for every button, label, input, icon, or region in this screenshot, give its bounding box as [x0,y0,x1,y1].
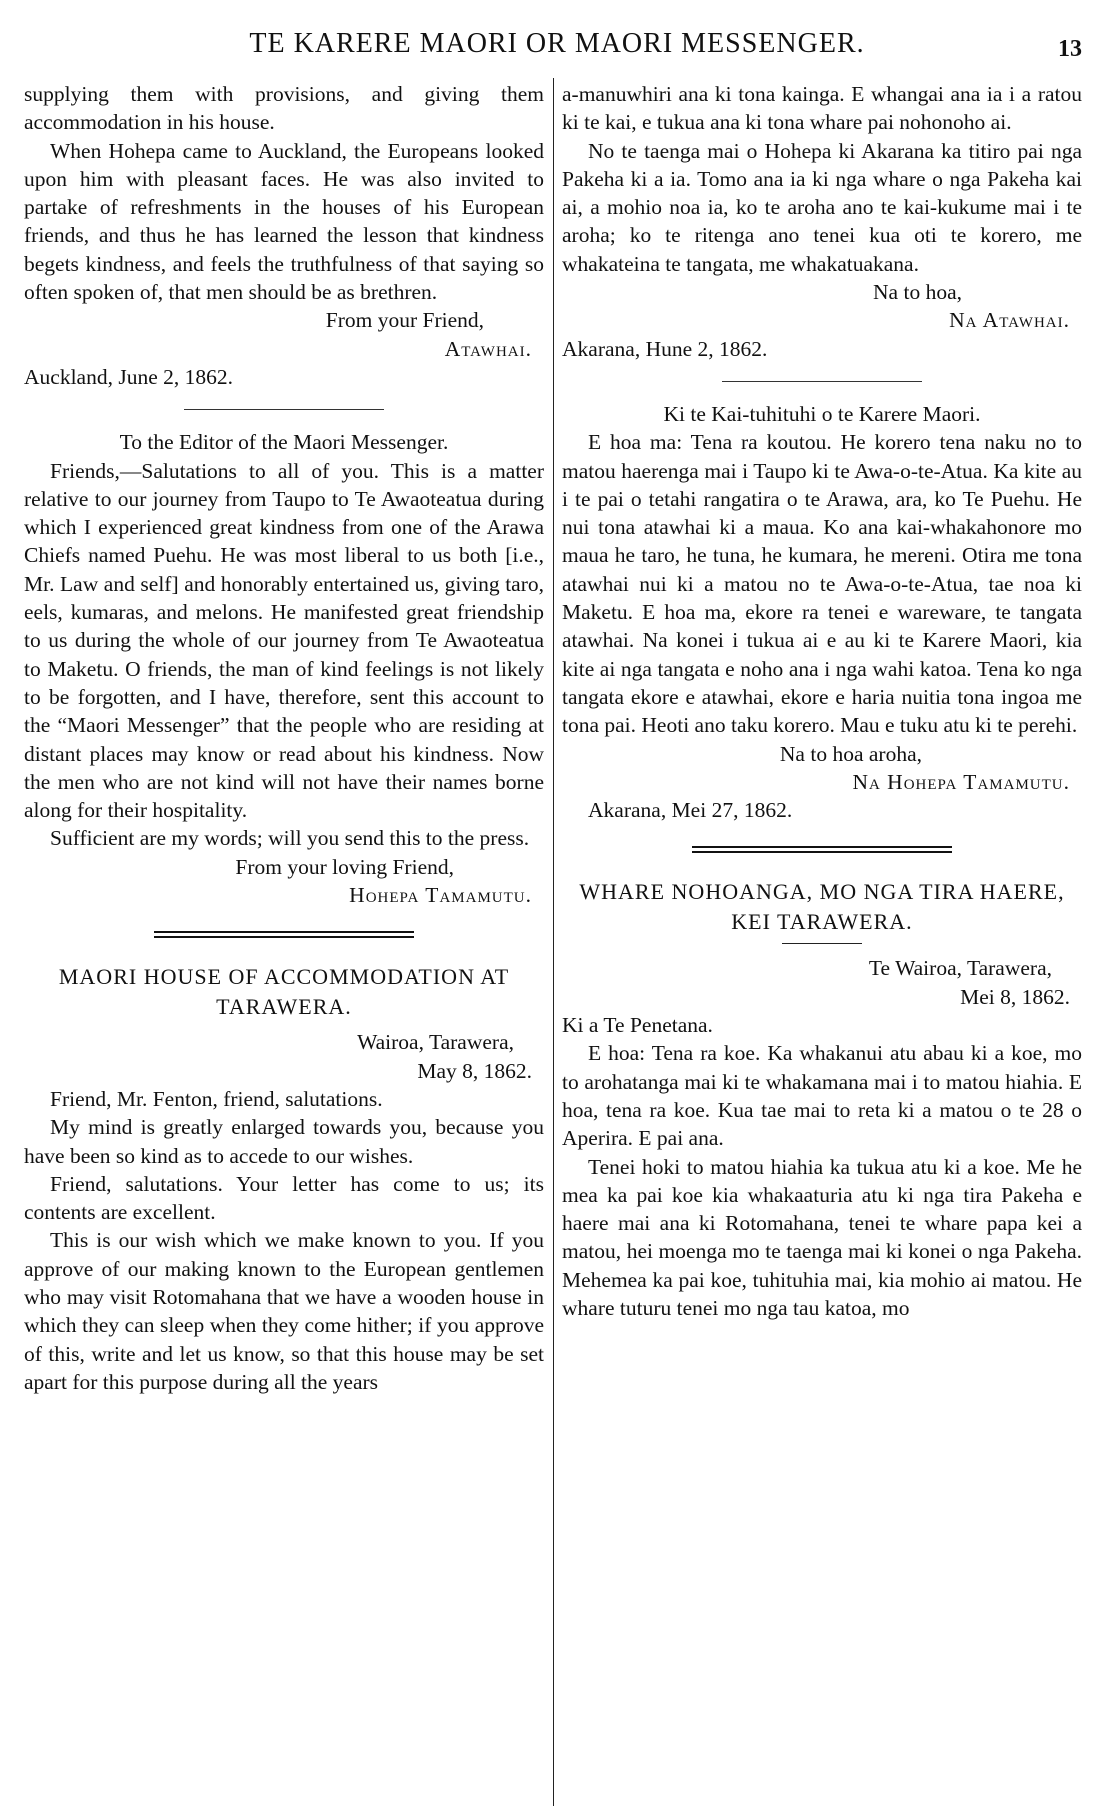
article-place: Wairoa, Tarawera, [357,1030,514,1055]
article-place-maori: Te Wairoa, Tarawera, [868,956,1052,981]
letter1-dateline: Auckland, June 2, 1862. [24,364,233,389]
double-rule-maori [692,846,952,853]
letter2-closing: From your loving Friend, [235,854,454,879]
article-heading: MAORI HOUSE OF ACCOMMODATION AT TARAWERA. [58,964,510,1020]
letter1-paragraph-1: supplying them with provisions, and giving them accommodation in his house. [24,82,544,135]
letter2-closing-maori: Na to hoa aroha, [779,741,922,766]
letter2-heading: To the Editor of the Maori Messenger. [119,430,449,455]
article-paragraph-2-maori: Tenei hoki to matou hiahia ka tukua atu ki a koe. Me he mea ka pai koe kia whakaaturia atu ki nga tira Pakeha e haere mai ana ki Rotomahana, tenei te whare papa kei a matou, hei moenga mo te taenga mai ki konei o nga Pakeha. Mehemea ka pai koe, tuhituhia mai, kia mohio ai matou. He whare tuturu tenei mo nga tau katoa, mo [562,1154,1082,1320]
letter1-paragraph-1-maori: a-manuwhiri ana ki tona kainga. E whangai ana ia i a ratou ki te kai, e tukua ana ki tona whare pai nohonoho ai. [562,82,1082,135]
letter1-signature: Atawhai. [444,336,532,361]
letter2-signature: Hohepa Tamamutu. [349,883,532,908]
column-divider [553,78,554,1806]
article-date-maori: Mei 8, 1862. [960,984,1070,1009]
article-paragraph-1-maori: E hoa: Tena ra koe. Ka whakanui atu abau ki a koe, mo to arohatanga mai ki te whakamana mai i to matou hiahia. E hoa, tena ra koe. Kua tae mai to reta ki a matou o te 28 o Aperira. E pai ana. [562,1041,1082,1151]
left-column-english [24,80,544,1396]
article-paragraph-1: Friend, Mr. Fenton, friend, salutations. [50,1086,383,1111]
right-column-maori [562,80,1082,1322]
page-number: 13 [1058,36,1082,62]
letter2-signature-maori: Na Hohepa Tamamutu. [852,769,1070,794]
letter1-paragraph-2-maori: No te taenga mai o Hohepa ki Akarana ka titiro pai nga Pakeha ki a ia. Tomo ana ia ki nga whare o nga Pakeha kai ai, a mohio noa ia, ko te aroha ano te kai-kukume mai i te aroha; ko te ritenga ano tenei kua oti te korero, me whakateina te tangata, me whakatuakana. [562,138,1082,276]
letter1-paragraph-2: When Hohepa came to Auckland, the Europeans looked upon him with pleasant faces. He was also invited to partake of refreshments in the houses of his European friends, and thus he has learned the lesson that kindness begets kindness, and feels the truthfulness of that saying so often spoken of, that men should be as brethren. [24,138,544,305]
letter2-paragraph-1-maori: E hoa ma: Tena ra koutou. He korero tena naku no to matou haerenga mai i Taupo ki te Awa-o-te-Atua. Ka kite au i te pai o tetahi rangatira o te Arawa, ara, ko Te Puehu. He nui tona atawhai ki a maua. Ko ana kai-whakahonore mo maua he taro, he tuna, he kumara, he mereni. Otira me tona atawhai nui ki a matou no te Awa-o-te-Atua, tae noa ki Maketu. E hoa ma, ekore ra tenei e wareware, te tangata atawhai. Na konei i tukua ai e au ki te Karere Maori, kia kite ai nga tangata e noho ana i nga wahi katoa. Tena ko nga tangata ekore e atawhai, ekore e haria nuitia tona ingoa me tona pai. Heoti ano taku korero. Mau e tuku atu ki te perehi. [562,430,1082,738]
letter2-paragraph-2: Sufficient are my words; will you send this to the press. [50,826,530,851]
article-date: May 8, 1862. [417,1058,532,1083]
letter1-dateline-maori: Akarana, Hune 2, 1862. [562,336,768,361]
article-paragraph-4: This is our wish which we make known to you. If you approve of our making known to the European gentlemen who may visit Rotomahana that we have a wooden house in which they can sleep when they come hither; if you approve of this, write and let us know, so that this house may be set apart for this purpose during all the years [24,1228,544,1394]
article-addressee-maori: Ki a Te Penetana. [562,1013,713,1038]
article-paragraph-2: My mind is greatly enlarged towards you, because you have been so kind as to accede to our wishes. [24,1115,544,1168]
heading-underline [782,943,862,944]
article-heading-maori: WHARE NOHOANGA, MO NGA TIRA HAERE, KEI TARAWERA. [579,879,1065,935]
letter1-signature-maori: Na Atawhai. [949,308,1070,333]
double-rule [154,931,414,938]
letter2-paragraph-1: Friends,—Salutations to all of you. This is a matter relative to our journey from Taupo to Te Awaoteatua during which I experienced great kindness from one of the Arawa Chiefs named Puehu. He was most liberal to us both [i.e., Mr. Law and self] and honorably entertained us, giving taro, eels, kumaras, and melons. He manifested great friendship to us during the whole of our journey from Te Awaoteatua to Maketu. O friends, the man of kind feelings is not likely to be forgotten, and I have, therefore, sent this account to the “Maori Messenger” that the people who are residing at distant places may know or read about his kindness. Now the men who are not kind will not have their names borne along for their hospitality. [24,458,544,823]
section-rule [184,409,384,410]
section-rule-maori [722,381,922,382]
page-header [0,28,1114,68]
newspaper-title: TE KARERE MAORI OR MAORI MESSENGER. [249,28,865,59]
letter2-dateline-maori: Akarana, Mei 27, 1862. [588,798,793,823]
letter2-heading-maori: Ki te Kai-tuhituhi o te Karere Maori. [663,401,981,426]
article-paragraph-3: Friend, salutations. Your letter has come to us; its contents are excellent. [24,1171,544,1225]
letter1-closing: From your Friend, [325,308,484,333]
letter1-closing-maori: Na to hoa, [873,280,962,305]
